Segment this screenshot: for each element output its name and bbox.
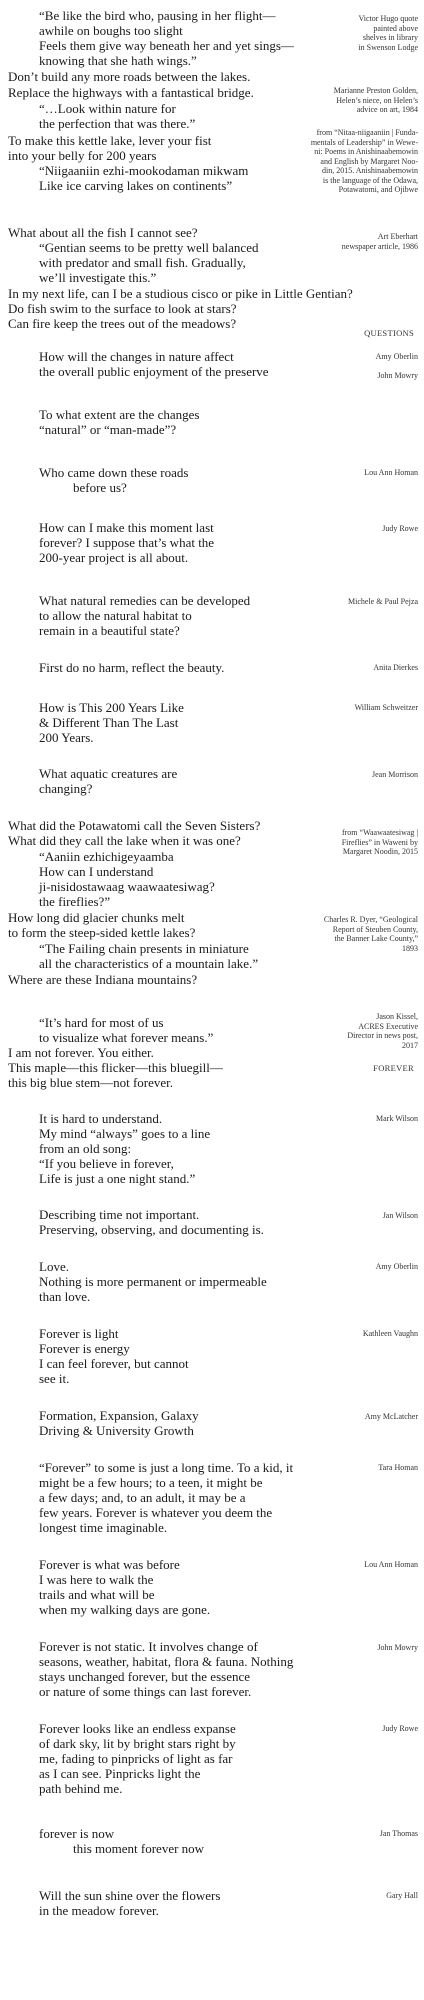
- contributor-name: Judy Rowe: [382, 524, 418, 533]
- poem-line: to visualize what forever means.”: [39, 1030, 214, 1045]
- poem-line: forever is now: [39, 1826, 115, 1841]
- poem-line: few years. Forever is whatever you deem the: [39, 1505, 273, 1520]
- citation-line: 1893: [402, 943, 418, 953]
- poem-line: path behind me.: [39, 1781, 123, 1796]
- poem-line: What natural remedies can be developed: [39, 593, 251, 608]
- contributor-name: Jan Wilson: [382, 1211, 418, 1220]
- poem-line: in the meadow forever.: [39, 1903, 159, 1918]
- contributor-name: Anita Dierkes: [373, 663, 418, 672]
- poem-line: How can I make this moment last: [39, 520, 214, 535]
- poem-line: forever? I suppose that’s what the: [39, 535, 215, 550]
- poem-line: Can fire keep the trees out of the meadows?: [8, 316, 237, 331]
- poem-line: Forever is light: [39, 1326, 119, 1341]
- contributor-name: Lou Ann Homan: [364, 468, 418, 477]
- contributor-name: John Mowry: [377, 1643, 418, 1652]
- poem-line: the perfection that was there.”: [39, 116, 196, 131]
- contributor-name: Amy McLatcher: [364, 1412, 418, 1421]
- poem-line: Feels them give way beneath her and yet sings—: [39, 38, 294, 53]
- poem-line: Like ice carving lakes on continents”: [39, 178, 233, 193]
- contributor-name: Lou Ann Homan: [364, 1560, 418, 1569]
- poem-line: Formation, Expansion, Galaxy: [39, 1408, 199, 1423]
- poem-line: Forever looks like an endless expanse: [39, 1721, 236, 1736]
- contributor-name: Jan Thomas: [379, 1829, 418, 1838]
- poem-line: Describing time not important.: [39, 1207, 200, 1222]
- poem-line: To what extent are the changes: [39, 407, 200, 422]
- contributor-name: Kathleen Vaughn: [362, 1329, 418, 1338]
- poem-line: Life is just a one night stand.”: [39, 1171, 196, 1186]
- poem-line: changing?: [39, 781, 93, 796]
- poem-line: before us?: [73, 480, 127, 495]
- poem-line: “Be like the bird who, pausing in her flight—: [39, 8, 276, 23]
- poem-line: It is hard to understand.: [39, 1111, 163, 1126]
- citation-line: and English by Margaret Noo-: [320, 156, 418, 166]
- poem-line: to allow the natural habitat to: [39, 608, 192, 623]
- contributor-name: Mark Wilson: [376, 1114, 418, 1123]
- citation-line: Helen’s niece, on Helen’s: [336, 95, 418, 105]
- citation-line: Marianne Preston Golden,: [333, 86, 418, 95]
- poem-line: this big blue stem—not forever.: [8, 1075, 174, 1090]
- poem-line: To make this kettle lake, lever your fist: [8, 133, 212, 148]
- contributor-name: Michele & Paul Pejza: [348, 597, 418, 606]
- poem-line: “Gentian seems to be pretty well balanced: [39, 240, 259, 255]
- citation-line: mentals of Leadership” in Wewe-: [310, 137, 418, 147]
- poem-line: “Forever” to some is just a long time. To a kid, it: [39, 1460, 294, 1475]
- citation-line: Charles R. Dyer, “Geological: [323, 915, 418, 924]
- contributor-name: Judy Rowe: [382, 1724, 418, 1733]
- citation-line: from “Waawaatesiwag |: [341, 828, 418, 837]
- citation-line: from “Nitaa-niigaaniin | Funda-: [316, 128, 418, 137]
- section-heading: QUESTIONS: [364, 328, 414, 338]
- poem-line: to form the steep-sided kettle lakes?: [8, 925, 196, 940]
- poem-line: How will the changes in nature affect: [39, 349, 234, 364]
- poem-line: 200-year project is all about.: [39, 550, 189, 565]
- poem-line: when my walking days are gone.: [39, 1602, 211, 1617]
- citation-line: newspaper article, 1986: [341, 241, 418, 251]
- citation-line: advice on art, 1984: [356, 105, 418, 114]
- poem-line: might be a few hours; to a teen, it might be: [39, 1475, 263, 1490]
- citation-line: shelves in library: [362, 33, 418, 42]
- poem-line: Nothing is more permanent or impermeable: [39, 1274, 267, 1289]
- poem-line: “Niigaaniin ezhi-mookodaman mikwam: [39, 163, 249, 178]
- poem-line: longest time imaginable.: [39, 1520, 168, 1535]
- poem-line: How can I understand: [39, 864, 154, 879]
- citation-line: Potawatomi, and Ojibwe: [338, 185, 418, 194]
- poem-line: Will the sun shine over the flowers: [39, 1888, 221, 1903]
- citation-line: Art Eberhart: [377, 232, 418, 241]
- contributor-name: Amy Oberlin: [375, 352, 418, 361]
- poem-line: me, fading to pinpricks of light as far: [39, 1751, 233, 1766]
- citation-line: ACRES Executive: [358, 1021, 418, 1031]
- poem-line: I am not forever. You either.: [8, 1045, 154, 1060]
- poem-line: What did they call the lake when it was one?: [8, 833, 241, 848]
- poem-line: Driving & University Growth: [39, 1423, 194, 1438]
- poem-line: In my next life, can I be a studious cisco or pike in Little Gentian?: [8, 286, 353, 301]
- poem-line: “The Failing chain presents in miniature: [39, 941, 249, 956]
- contributor-name: Amy Oberlin: [375, 1262, 418, 1271]
- poem-line: How long did glacier chunks melt: [8, 910, 185, 925]
- poem-line: “natural” or “man-made”?: [39, 422, 177, 437]
- poem-line: What aquatic creatures are: [39, 766, 178, 781]
- contributor-name: Gary Hall: [386, 1891, 418, 1900]
- citation-line: 2017: [402, 1040, 418, 1050]
- citation-line: the Banner Lake County,”: [334, 934, 418, 943]
- poem-line: a few days; and, to an adult, it may be a: [39, 1490, 246, 1505]
- contributor-name: Jean Morrison: [372, 770, 418, 779]
- poem-line: or nature of some things can last forever.: [39, 1684, 252, 1699]
- poem-line: of dark sky, lit by bright stars right by: [39, 1736, 236, 1751]
- poem-line: Replace the highways with a fantastical bridge.: [8, 85, 254, 100]
- poem-line: ji-nisidostawaag waawaatesiwag?: [39, 879, 215, 894]
- citation-line: Fireflies” in Waweni by: [341, 837, 418, 847]
- poem-line: all the characteristics of a mountain lake.”: [39, 956, 259, 971]
- citation-line: Director in news post,: [347, 1031, 418, 1040]
- poem-line: stays unchanged forever, but the essence: [39, 1669, 251, 1684]
- poem-line: & Different Than The Last: [39, 715, 179, 730]
- poem-line: from an old song:: [39, 1141, 132, 1156]
- poem-line: Love.: [39, 1259, 69, 1274]
- poem-line: seasons, weather, habitat, flora & fauna. Nothing: [39, 1654, 294, 1669]
- poem-line: we’ll investigate this.”: [39, 270, 157, 285]
- poem-line: First do no harm, reflect the beauty.: [39, 660, 225, 675]
- citation-line: John Mowry: [377, 371, 418, 380]
- poem-line: Who came down these roads: [39, 465, 189, 480]
- poem-line: Forever is energy: [39, 1341, 130, 1356]
- poem-line: I can feel forever, but cannot: [39, 1356, 189, 1371]
- poem-line: Do fish swim to the surface to look at stars?: [8, 301, 237, 316]
- poem-line: awhile on boughs too slight: [39, 23, 183, 38]
- poem-line: with predator and small fish. Gradually,: [39, 255, 246, 270]
- poem-line: Forever is what was before: [39, 1557, 180, 1572]
- poem-line: as I can see. Pinpricks light the: [39, 1766, 201, 1781]
- citation-line: din, 2015. Anishinaabemowin: [322, 166, 418, 175]
- poem-line: knowing that she hath wings.”: [39, 53, 197, 68]
- poem-line: the fireflies?”: [39, 894, 111, 909]
- poem-line: “…Look within nature for: [39, 101, 176, 116]
- poem-line: Forever is not static. It involves change of: [39, 1639, 258, 1654]
- contributor-name: William Schweitzer: [354, 703, 418, 712]
- citation-line: ni: Poems in Anishinaabemowin: [314, 147, 418, 156]
- citation-line: Margaret Noodin, 2015: [342, 847, 418, 856]
- citation-line: is the language of the Odawa,: [322, 175, 418, 185]
- poem-line: Don’t build any more roads between the lakes.: [8, 69, 251, 84]
- contributor-name: Tara Homan: [378, 1463, 418, 1472]
- poem-line: Where are these Indiana mountains?: [8, 972, 198, 987]
- citation-line: Report of Steuben County,: [332, 924, 418, 934]
- poem-line: “Aaniin ezhichigeyaamba: [39, 849, 174, 864]
- poem-line: My mind “always” goes to a line: [39, 1126, 211, 1141]
- poem-line: How is This 200 Years Like: [39, 700, 184, 715]
- poem-line: than love.: [39, 1289, 91, 1304]
- poem-line: What about all the fish I cannot see?: [8, 225, 198, 240]
- poem-line: remain in a beautiful state?: [39, 623, 180, 638]
- citation-line: in Swenson Lodge: [358, 42, 418, 52]
- poem-line: This maple—this flicker—this bluegill—: [8, 1060, 223, 1075]
- poem-line: trails and what will be: [39, 1587, 155, 1602]
- section-heading: FOREVER: [373, 1063, 414, 1073]
- poem-line: 200 Years.: [39, 730, 94, 745]
- poem-line: “If you believe in forever,: [39, 1156, 174, 1171]
- citation-line: Victor Hugo quote: [358, 14, 418, 23]
- poem-line: the overall public enjoyment of the preserve: [39, 364, 269, 379]
- poem-line: see it.: [39, 1371, 70, 1386]
- citation-line: Jason Kissel,: [376, 1012, 418, 1021]
- poem-line: Preserving, observing, and documenting is.: [39, 1222, 264, 1237]
- citation-line: painted above: [373, 23, 418, 33]
- poem-line: this moment forever now: [73, 1841, 205, 1856]
- poem-line: into your belly for 200 years: [8, 148, 157, 163]
- poem-line: “It’s hard for most of us: [39, 1015, 164, 1030]
- poem-line: What did the Potawatomi call the Seven Sisters?: [8, 818, 261, 833]
- poem-line: I was here to walk the: [39, 1572, 154, 1587]
